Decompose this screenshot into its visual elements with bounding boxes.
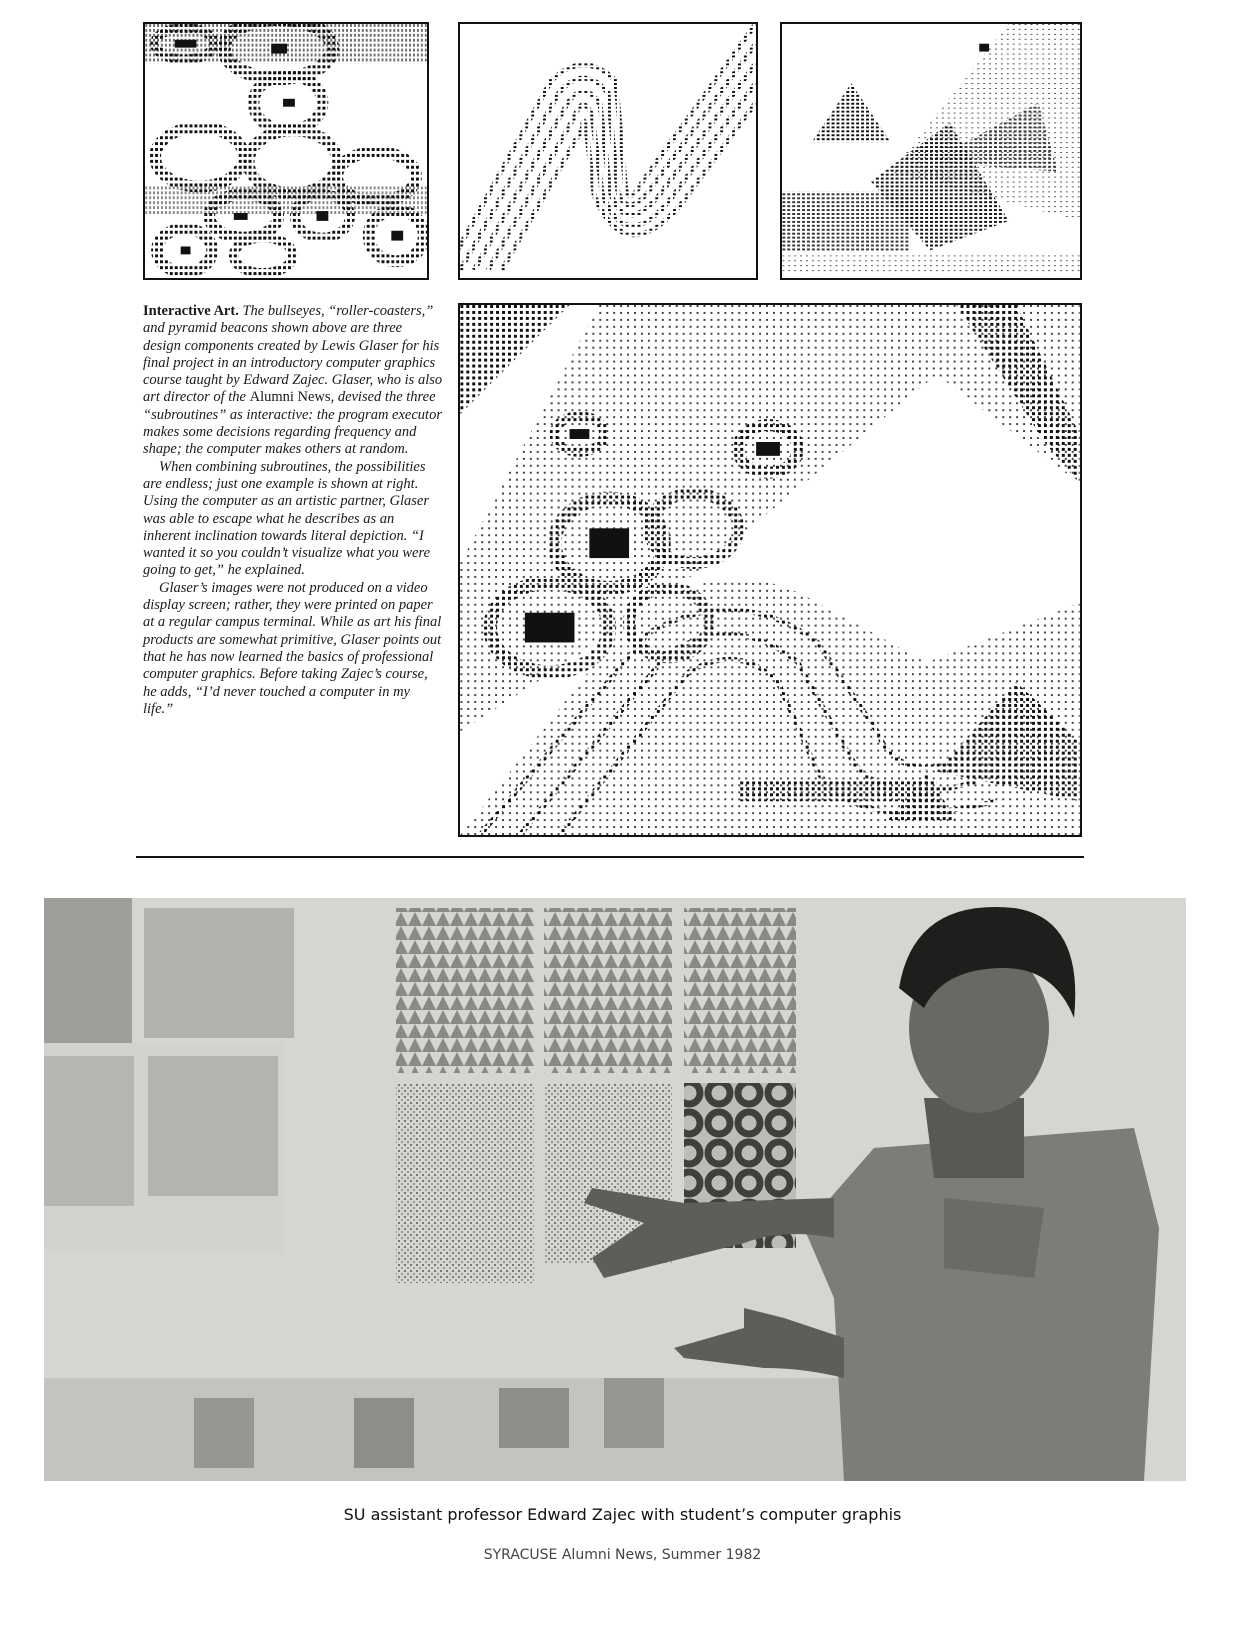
combined-composition-artwork [460,305,1080,835]
publication-name: Alumni News [249,389,331,406]
photograph [44,898,1186,1481]
article-paragraph-3: Glaser’s images were not produced on a video display screen; rather, they were printed on paper at a regular campus terminal. While as art his final products are somewhat primitive, Glaser points out that he has now learned the basics of professional computer graphics. Before taking Zajec’s course, he adds, “I’d never touched a computer in my life.” [143,579,442,717]
bullseye-artwork [145,24,427,278]
photo-caption: SU assistant professor Edward Zajec with student’s computer graphis [343,1505,902,1524]
bullseye-artwork-panel [143,22,429,280]
article-paragraph-2: When combining subroutines, the possibilities are endless; just one example is shown at right. Using the computer as an artistic partner, Glaser was able to escape what he describes as an inherent inclination towards literal depiction. “I wanted it so you couldn’t visualize what you were going to get,” he explained. [143,458,431,579]
article-text-run: The bullseyes, “roller-coasters,” and pyramid beacons shown above are three design components created by Lewis Glaser for his final project in an introductory computer graphics course taught by Edward Zajec. Glaser, who is also art director of the [143,303,443,406]
article-text-run: , devised the three “subroutines” as interactive: the program executor makes some decisions regarding frequency and shape; the computer makes others at random. [143,389,442,458]
section-divider [136,856,1084,858]
source-credit: SYRACUSE Alumni News, Summer 1982 [483,1547,762,1563]
combined-composition-panel [458,303,1082,837]
photograph-professor-with-graphics [44,898,1186,1481]
article-paragraph-1 [143,303,443,459]
pyramid-beacon-artwork [782,24,1080,278]
rollercoaster-artwork [460,24,756,278]
pyramid-beacon-artwork-panel [780,22,1082,280]
article-heading: Interactive Art. [143,303,239,319]
rollercoaster-artwork-panel [458,22,758,280]
article-text [143,303,443,718]
